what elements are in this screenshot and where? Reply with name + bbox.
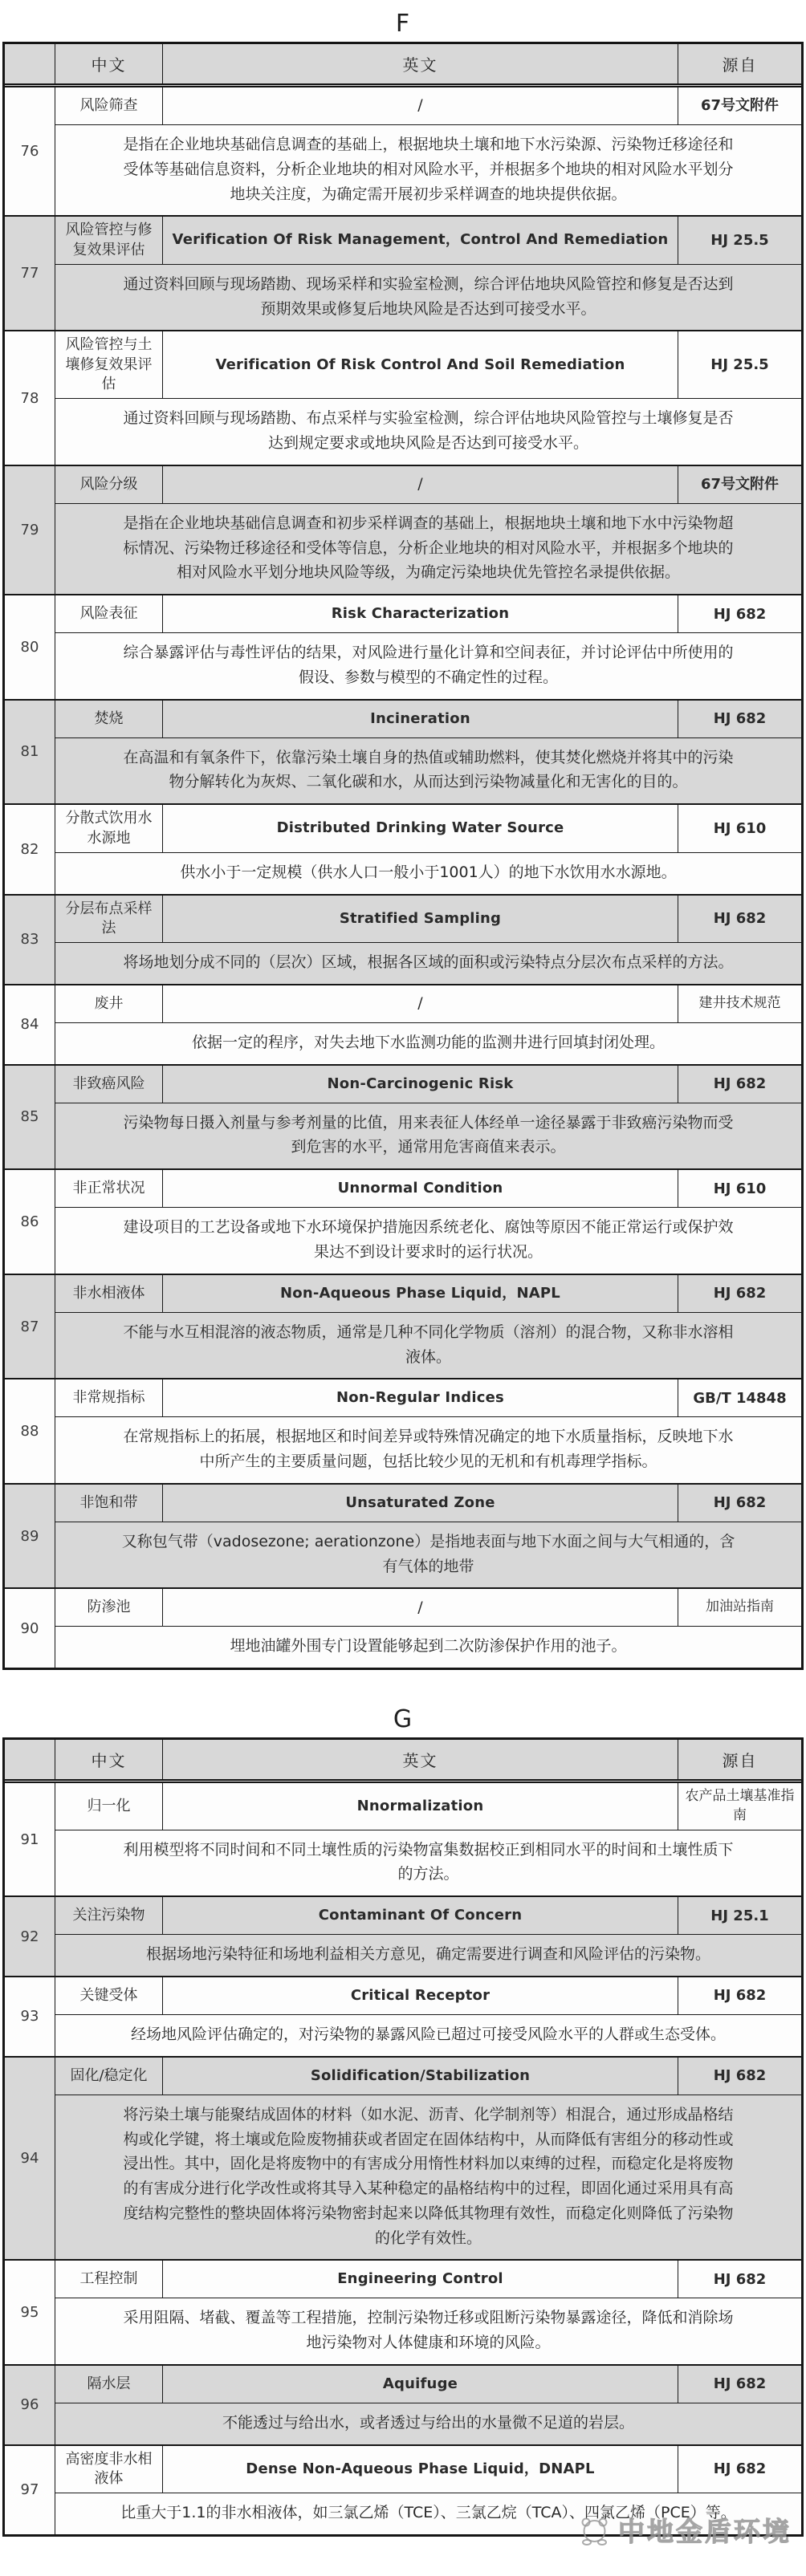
term-english: Dense Non-Aqueous Phase Liquid，DNAPL — [163, 2446, 678, 2493]
term-chinese: 非饱和带 — [55, 1485, 163, 1522]
row-number: 93 — [5, 1977, 55, 2056]
term-source: HJ 25.1 — [710, 1907, 769, 1924]
row-number: 79 — [5, 466, 55, 594]
table-header-row — [5, 1740, 801, 1783]
header-number-cell — [5, 1740, 55, 1779]
row-number: 78 — [5, 331, 55, 464]
term-source: 农产品土壤基准指南 — [685, 1788, 795, 1823]
term-chinese: 风险管控与土壤修复效果评估 — [55, 331, 163, 398]
term-source: HJ 682 — [713, 2375, 767, 2393]
term-row — [55, 87, 801, 125]
term-chinese: 分层布点采样法 — [55, 896, 163, 943]
term-definition: 是指在企业地块基础信息调查的基础上，根据地块土壤和地下水污染源、污染物迁移途径和受体等基础信息资料，分析企业地块的相对风险水平，并根据多个地块的相对风险水平划分地块关注度，为确定需开展初步采样调查的地块提供依据。 — [123, 136, 734, 203]
term-definition: 供水小于一定规模（供水人口一般小于1001人）的地下水饮用水水源地。 — [180, 863, 677, 881]
row-content — [55, 1066, 801, 1169]
term-row — [55, 1170, 801, 1208]
term-source: 67号文附件 — [700, 476, 780, 494]
term-english: Non-Aqueous Phase Liquid，NAPL — [163, 1275, 678, 1312]
term-english: Unsaturated Zone — [163, 1485, 678, 1522]
term-definition: 建设项目的工艺设备或地下水环境保护措施因系统老化、腐蚀等原因不能正常运行或保护效果达不到设计要求时的运行状况。 — [123, 1218, 734, 1261]
term-definition: 利用模型将不同时间和不同土壤性质的污染物富集数据校正到相同水平的时间和土壤性质下的方法。 — [123, 1840, 734, 1883]
term-english: Risk Characterization — [163, 595, 678, 632]
row-number: 91 — [5, 1783, 55, 1895]
term-source: HJ 682 — [713, 2460, 767, 2478]
table-header-row — [5, 44, 801, 87]
term-row — [55, 1066, 801, 1103]
term-definition: 比重大于1.1的非水相液体，如三氯乙烯（TCE）、三氯乙烷（TCA）、四氯乙烯（PCE）等。 — [120, 2504, 736, 2522]
term-chinese: 风险管控与修复效果评估 — [55, 217, 163, 264]
row-number: 87 — [5, 1275, 55, 1379]
term-chinese: 风险分级 — [55, 466, 163, 503]
row-number: 97 — [5, 2446, 55, 2534]
section-title: G — [393, 1705, 413, 1734]
term-english: / — [163, 1589, 678, 1626]
term-row — [55, 1783, 801, 1830]
table-row-group — [5, 215, 801, 330]
term-row — [55, 1977, 801, 2015]
term-source: HJ 610 — [713, 819, 767, 837]
term-english: Stratified Sampling — [163, 896, 678, 943]
term-source: GB/T 14848 — [693, 1389, 787, 1407]
row-number: 80 — [5, 595, 55, 699]
term-english: / — [163, 985, 678, 1022]
term-source: HJ 682 — [713, 1075, 767, 1093]
term-chinese: 风险筛查 — [55, 87, 163, 124]
row-content — [55, 2261, 801, 2364]
term-chinese: 废井 — [55, 985, 163, 1022]
term-source: HJ 25.5 — [710, 356, 769, 374]
term-english: Aquifuge — [163, 2366, 678, 2403]
table-row-group — [5, 1976, 801, 2056]
row-number: 83 — [5, 896, 55, 984]
row-number: 86 — [5, 1170, 55, 1274]
term-english: Non-Carcinogenic Risk — [163, 1066, 678, 1103]
term-source: HJ 682 — [713, 2067, 767, 2085]
term-english: Non-Regular Indices — [163, 1379, 678, 1416]
term-english: Critical Receptor — [163, 1977, 678, 2014]
row-content — [55, 1897, 801, 1976]
glossary-table — [2, 1737, 804, 2537]
term-english: / — [163, 466, 678, 503]
term-chinese: 防渗池 — [55, 1589, 163, 1626]
term-definition: 不能与水互相混溶的液态物质，通常是几种不同化学物质（溶剂）的混合物，又称非水溶相液体。 — [123, 1323, 734, 1366]
term-row — [55, 2366, 801, 2403]
term-chinese: 归一化 — [55, 1783, 163, 1830]
column-header-chinese: 中文 — [55, 44, 163, 83]
term-row — [55, 805, 801, 853]
term-source: HJ 25.5 — [710, 232, 769, 249]
term-english: Distributed Drinking Water Source — [163, 805, 678, 852]
table-body — [5, 87, 801, 1668]
row-number: 84 — [5, 985, 55, 1064]
term-row — [55, 466, 801, 504]
table-row-group — [5, 699, 801, 804]
table-row-group — [5, 87, 801, 215]
column-header-chinese: 中文 — [55, 1740, 163, 1779]
table-row-group — [5, 1064, 801, 1169]
row-content — [55, 2366, 801, 2444]
row-content — [55, 595, 801, 699]
term-source: 67号文附件 — [700, 97, 780, 115]
term-definition: 采用阻隔、堵截、覆盖等工程措施，控制污染物迁移或阻断污染物暴露途径，降低和消除场地污染物对人体健康和环境的风险。 — [123, 2309, 734, 2352]
row-content — [55, 805, 801, 893]
table-row-group — [5, 330, 801, 464]
row-content — [55, 1170, 801, 1274]
term-source: HJ 682 — [713, 910, 767, 928]
term-definition: 综合暴露评估与毒性评估的结果，对风险进行量化计算和空间表征，并讨论评估中所使用的假设、参数与模型的不确定性的过程。 — [123, 644, 734, 686]
row-content — [55, 701, 801, 804]
term-english: Incineration — [163, 701, 678, 737]
term-source: HJ 682 — [713, 1987, 767, 2005]
row-number: 76 — [5, 87, 55, 215]
table-row-group — [5, 1483, 801, 1588]
row-number: 82 — [5, 805, 55, 893]
row-number: 88 — [5, 1379, 55, 1483]
term-chinese: 非常规指标 — [55, 1379, 163, 1416]
term-source: HJ 682 — [713, 605, 767, 623]
term-definition: 在高温和有氧条件下，依靠污染土壤自身的热值或辅助燃料，使其焚化燃烧并将其中的污染物分解转化为灰烬、二氧化碳和水，从而达到污染物减量化和无害化的目的。 — [123, 748, 734, 791]
row-content — [55, 896, 801, 984]
term-source: 加油站指南 — [706, 1599, 774, 1615]
term-chinese: 隔水层 — [55, 2366, 163, 2403]
term-row — [55, 2058, 801, 2095]
term-definition: 通过资料回顾与现场踏勘、现场采样和实验室检测，综合评估地块风险管控和修复是否达到预期效果或修复后地块风险是否达到可接受水平。 — [123, 274, 734, 318]
term-chinese: 非水相液体 — [55, 1275, 163, 1312]
row-content — [55, 1783, 801, 1895]
term-chinese: 风险表征 — [55, 595, 163, 632]
term-row — [55, 595, 801, 633]
term-row — [55, 2446, 801, 2494]
term-chinese: 关注污染物 — [55, 1897, 163, 1934]
term-definition: 通过资料回顾与现场踏勘、布点采样与实验室检测，综合评估地块风险管控与土壤修复是否达到规定要求或地块风险是否达到可接受水平。 — [123, 409, 734, 453]
table-row-group — [5, 1168, 801, 1274]
term-english: Engineering Control — [163, 2261, 678, 2298]
table-row-group — [5, 1587, 801, 1668]
row-content — [55, 2446, 801, 2534]
term-english: / — [163, 87, 678, 124]
term-chinese: 关键受体 — [55, 1977, 163, 2014]
term-chinese: 分散式饮用水水源地 — [55, 805, 163, 852]
row-content — [55, 1275, 801, 1379]
header-number-cell — [5, 44, 55, 83]
term-row — [55, 896, 801, 944]
term-chinese: 固化/稳定化 — [55, 2058, 163, 2095]
row-content — [55, 87, 801, 215]
watermark-text: 中地金盾环境 — [618, 2516, 792, 2548]
term-source: HJ 682 — [713, 1494, 767, 1512]
term-row — [55, 331, 801, 399]
term-definition: 将污染土壤与能聚结成固体的材料（如水泥、沥青、化学制剂等）相混合，通过形成晶格结构或化学键，将土壤或危险废物捕获或者固定在固体结构中，从而降低有害组分的移动性或浸出性。其中，固化是将废物中的有害成分用惰性材料加以束缚的过程，而稳定化是将废物的有害成分进行化学改性或将其导入某种稳定的晶格结构中的过程，即固化通过采用具有高度结构完整性的整块固体将污染物密封起来以降低其物理有效性，而稳定化则降低了污染物的化学有效性。 — [123, 2105, 734, 2247]
term-definition: 又称包气带（vadosezone; aerationzone）是指地表面与地下水面之间与大气相通的，含有气体的地带 — [121, 1532, 735, 1575]
term-source: HJ 610 — [713, 1180, 767, 1197]
glossary-tables-container — [2, 10, 804, 2537]
term-english: Nnormalization — [163, 1783, 678, 1830]
term-definition: 是指在企业地块基础信息调查和初步采样调查的基础上，根据地块土壤和地下水中污染物超标情况、污染物迁移途径和受体等信息，分析企业地块的相对风险水平，并根据多个地块的相对风险水平划分地块风险等级，为确定污染地块优先管控名录提供依据。 — [123, 514, 734, 582]
term-row — [55, 701, 801, 738]
row-content — [55, 2058, 801, 2260]
term-chinese: 高密度非水相液体 — [55, 2446, 163, 2493]
term-row — [55, 1485, 801, 1522]
row-content — [55, 331, 801, 464]
term-row — [55, 2261, 801, 2298]
column-header-source: 源自 — [722, 55, 758, 75]
column-header-english: 英文 — [163, 44, 678, 83]
glossary-table — [2, 42, 804, 1670]
row-number: 81 — [5, 701, 55, 804]
row-number: 90 — [5, 1589, 55, 1668]
table-row-group — [5, 1895, 801, 1976]
term-row — [55, 217, 801, 265]
row-number: 95 — [5, 2261, 55, 2364]
table-row-group — [5, 594, 801, 699]
term-english: Contaminant Of Concern — [163, 1897, 678, 1934]
glossary-section — [2, 1705, 804, 2537]
table-row-group — [5, 1378, 801, 1483]
term-definition: 不能透过与给出水，或者透过与给出的水量微不足道的岩层。 — [222, 2413, 634, 2432]
term-english: Verification Of Risk Management，Control And Remediation — [163, 217, 678, 264]
term-english: Verification Of Risk Control And Soil Remediation — [163, 331, 678, 398]
term-row — [55, 1275, 801, 1313]
table-row-group — [5, 2364, 801, 2444]
table-row-group — [5, 803, 801, 893]
term-english: Unnormal Condition — [163, 1170, 678, 1207]
term-definition: 埋地油罐外围专门设置能够起到二次防渗保护作用的池子。 — [230, 1637, 627, 1656]
column-header-english: 英文 — [163, 1740, 678, 1779]
term-row — [55, 985, 801, 1023]
term-chinese: 焚烧 — [55, 701, 163, 737]
term-definition: 污染物每日摄入剂量与参考剂量的比值，用来表征人体经单一途径暴露于非致癌污染物而受到危害的水平，通常用危害商值来表示。 — [123, 1113, 734, 1156]
table-row-group — [5, 2444, 801, 2534]
term-row — [55, 1589, 801, 1627]
term-definition: 将场地划分成不同的（层次）区域，根据各区域的面积或污染特点分层次布点采样的方法。 — [123, 953, 734, 972]
table-row-group — [5, 984, 801, 1064]
term-definition: 经场地风险评估确定的，对污染物的暴露风险已超过可接受风险水平的人群或生态受体。 — [130, 2025, 726, 2043]
term-chinese: 非致癌风险 — [55, 1066, 163, 1103]
row-number: 77 — [5, 217, 55, 330]
term-source: HJ 682 — [713, 2270, 767, 2288]
row-number: 94 — [5, 2058, 55, 2260]
table-row-group — [5, 1783, 801, 1895]
term-definition: 在常规指标上的拓展，根据地区和时间差异或特殊情况确定的地下水质量指标，反映地下水中所产生的主要质量问题，包括比较少见的无机和有机毒理学指标。 — [123, 1428, 734, 1471]
row-content — [55, 1379, 801, 1483]
row-content — [55, 985, 801, 1064]
row-number: 96 — [5, 2366, 55, 2444]
table-row-group — [5, 465, 801, 594]
term-definition: 依据一定的程序，对失去地下水监测功能的监测井进行回填封闭处理。 — [191, 1033, 665, 1051]
row-content — [55, 466, 801, 594]
term-row — [55, 1897, 801, 1935]
table-row-group — [5, 2056, 801, 2260]
term-source: HJ 682 — [713, 1285, 767, 1302]
row-content — [55, 217, 801, 330]
row-content — [55, 1977, 801, 2056]
term-english: Solidification/Stabilization — [163, 2058, 678, 2095]
section-title: F — [395, 10, 411, 38]
row-number: 85 — [5, 1066, 55, 1169]
term-source: HJ 682 — [713, 710, 767, 728]
table-body — [5, 1783, 801, 2534]
column-header-source: 源自 — [722, 1751, 758, 1771]
glossary-section — [2, 10, 804, 1670]
term-row — [55, 1379, 801, 1417]
table-row-group — [5, 1274, 801, 1379]
row-number: 92 — [5, 1897, 55, 1976]
term-chinese: 非正常状况 — [55, 1170, 163, 1207]
row-number: 89 — [5, 1485, 55, 1588]
term-definition: 根据场地污染特征和场地利益相关方意见，确定需要进行调查和风险评估的污染物。 — [145, 1945, 710, 1964]
term-source: 建井技术规范 — [698, 995, 781, 1012]
term-chinese: 工程控制 — [55, 2261, 163, 2298]
table-row-group — [5, 894, 801, 984]
row-content — [55, 1589, 801, 1668]
row-content — [55, 1485, 801, 1588]
table-row-group — [5, 2259, 801, 2364]
